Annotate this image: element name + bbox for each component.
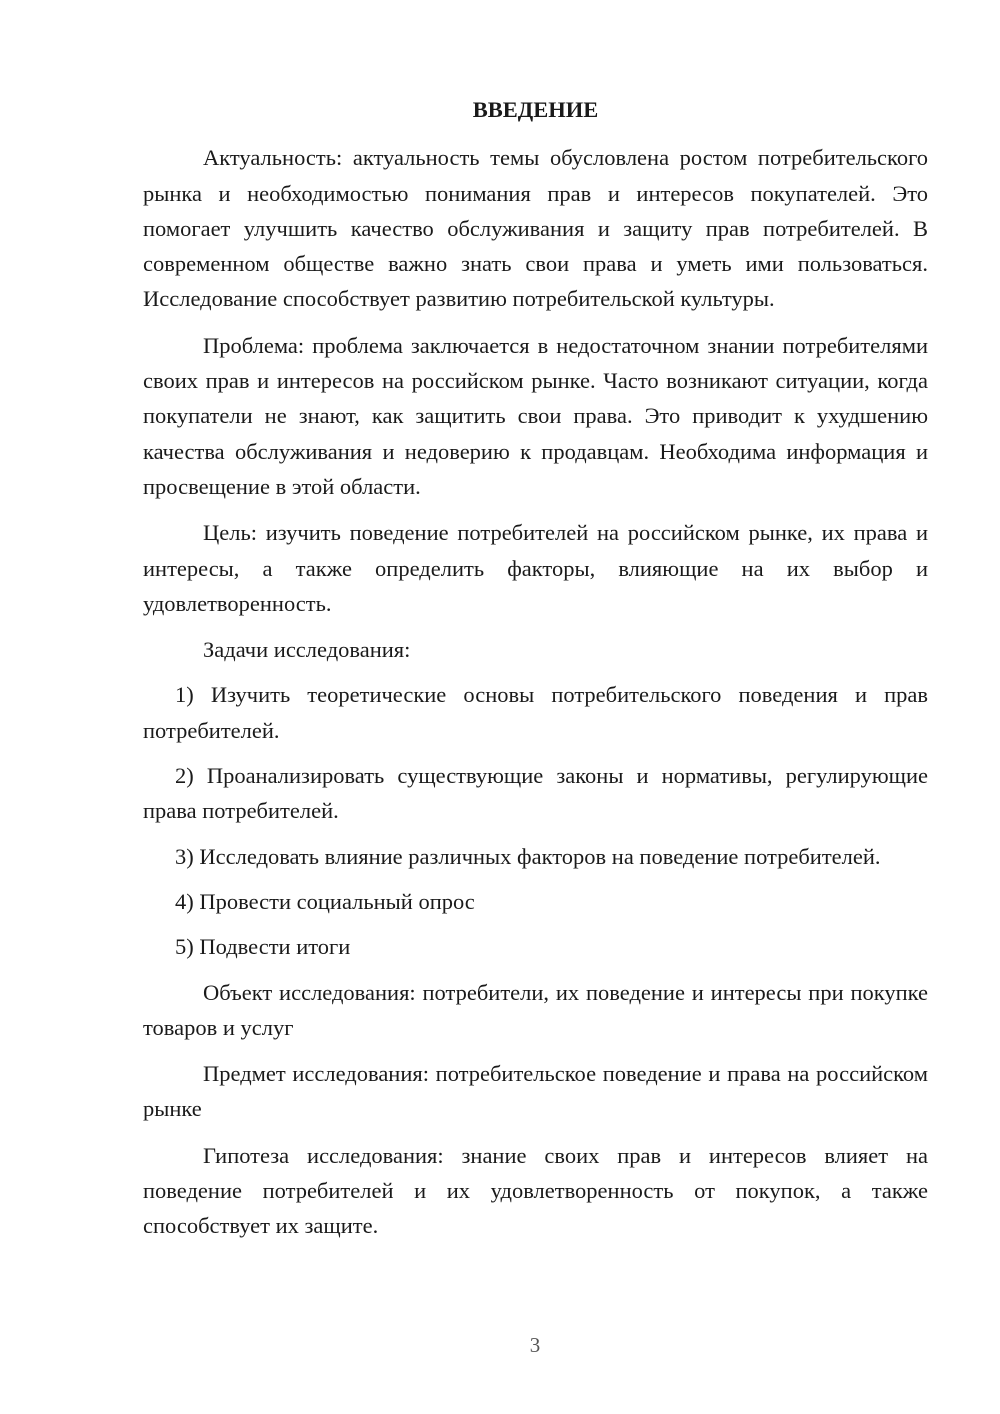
task-item: 5) Подвести итоги [175, 934, 351, 960]
page-number: 3 [529, 1333, 541, 1357]
hypothesis-paragraph: Гипотеза исследования: знание своих прав и интересов влияет на поведение потребителей и их удовлетворенность от покупок, а также способствует их защите. [143, 1142, 928, 1239]
tasks-list [143, 677, 928, 964]
relevance-paragraph: Актуальность: актуальность темы обусловлена ростом потребительского рынка и необходимостью понимания прав и интересов покупателей. Это помогает улучшить качество обслуживания и защиту прав потребителей. В современном обществе важно знать свои права и уметь ими пользоваться. Исследование способствует развитию потребительской культуры. [143, 145, 928, 312]
goal-paragraph: Цель: изучить поведение потребителей на российском рынке, их права и интересы, а также определить факторы, влияющие на их выбор и удовлетворенность. [143, 520, 928, 616]
task-item: 4) Провести социальный опрос [175, 888, 475, 914]
object-paragraph: Объект исследования: потребители, их поведение и интересы при покупке товаров и услуг [143, 979, 928, 1040]
task-item: 3) Исследовать влияние различных факторов на поведение потребителей. [175, 843, 881, 869]
section-title: ВВЕДЕНИЕ [472, 97, 599, 122]
tasks-heading: Задачи исследования: [203, 637, 411, 663]
task-item: 2) Проанализировать существующие законы и нормативы, регулирующие права потребителей. [143, 763, 928, 824]
problem-paragraph: Проблема: проблема заключается в недостаточном знании потребителями своих прав и интересов на российском рынке. Часто возникают ситуации, когда покупатели не знают, как защитить свои права. Это приводит к ухудшению качества обслуживания и недоверию к продавцам. Необходима информация и просвещение в этой области. [143, 332, 928, 499]
document-page [143, 92, 928, 1244]
subject-paragraph: Предмет исследования: потребительское поведение и права на российском рынке [143, 1061, 928, 1122]
task-item: 1) Изучить теоретические основы потребительского поведения и прав потребителей. [143, 682, 928, 743]
